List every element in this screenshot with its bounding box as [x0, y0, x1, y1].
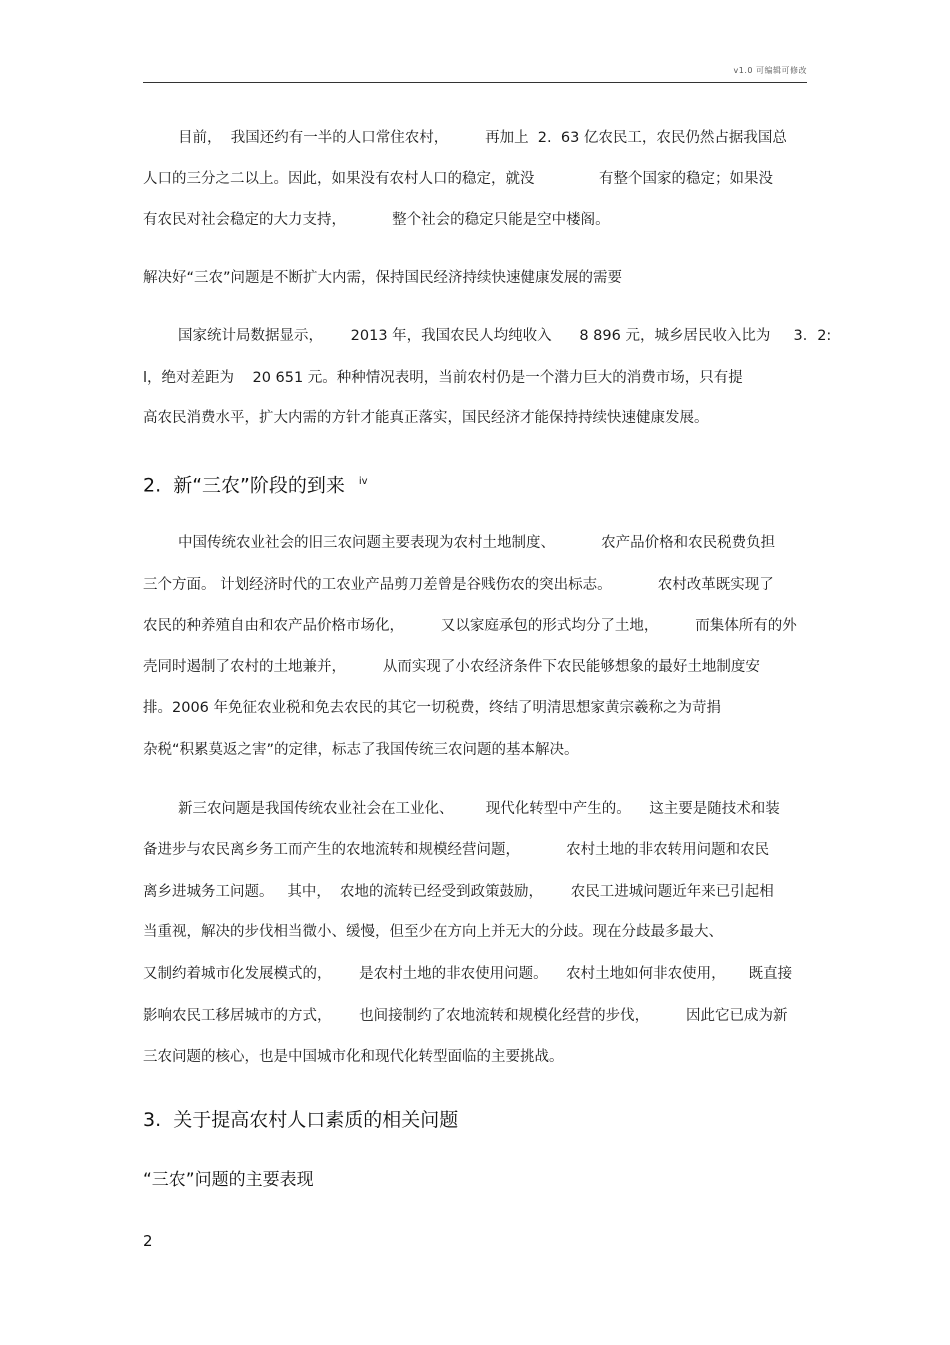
body-text-line: 新三农问题是我国传统农业社会在工业化、 现代化转型中产生的。 这主要是随技术和装 [178, 801, 780, 817]
body-text-line: 杂税“积累莫返之害”的定律，标志了我国传统三农问题的基本解决。 [143, 742, 579, 758]
body-text-line: 人口的三分之二以上。因此，如果没有农村人口的稳定，就没 有整个国家的稳定；如果没 [143, 171, 774, 187]
body-text-line: 当重视，解决的步伐相当微小、缓慢，但至少在方向上并无大的分歧。现在分歧最多最大、 [143, 924, 723, 940]
header-version-text: v1.0 可编辑可修改 [733, 66, 807, 75]
body-text-line: 影响农民工移居城市的方式， 也间接制约了农地流转和规模化经营的步伐， 因此它已成为新 [143, 1008, 788, 1024]
body-text-line: 农民的种养殖自由和农产品价格市场化， 又以家庭承包的形式均分了土地， 而集体所有的外 [143, 618, 797, 634]
header-rule [143, 82, 807, 83]
body-text-line: 离乡进城务工问题。 其中， 农地的流转已经受到政策鼓励， 农民工进城问题近年来已引起相 [143, 884, 774, 900]
statement-line: 解决好“三农”问题是不断扩大内需，保持国民经济持续快速健康发展的需要 [143, 270, 623, 286]
body-text-line: 三农问题的核心，也是中国城市化和现代化转型面临的主要挑战。 [143, 1049, 564, 1065]
body-text-line: 中国传统农业社会的旧三农问题主要表现为农村土地制度、 农产品价格和农民税费负担 [178, 535, 776, 551]
body-text-line: 高农民消费水平，扩大内需的方针才能真正落实，国民经济才能保持持续快速健康发展。 [143, 410, 709, 426]
body-text-line: 壳同时遏制了农村的土地兼并， 从而实现了小农经济条件下农民能够想象的最好土地制度安 [143, 659, 760, 675]
body-text-line: 三个方面。 计划经济时代的工农业产品剪刀差曾是谷贱伤农的突出标志。 农村改革既实现了 [143, 577, 774, 593]
body-text-line: 又制约着城市化发展模式的， 是农村土地的非农使用问题。 农村土地如何非农使用， 既直接 [143, 966, 793, 982]
body-text-line: 排。2006 年免征农业税和免去农民的其它一切税费，终结了明清思想家黄宗羲称之为苛捐 [143, 700, 722, 716]
body-text-line: 有农民对社会稳定的大力支持， 整个社会的稳定只能是空中楼阁。 [143, 212, 610, 228]
subsection-heading: “三农”问题的主要表现 [143, 1170, 314, 1190]
body-text-line: 国家统计局数据显示， 2013 年，我国农民人均纯收入 8 896 元，城乡居民收入比为 3．2: [178, 328, 832, 344]
body-text-line: 备进步与农民离乡务工而产生的农地流转和规模经营问题， 农村土地的非农转用问题和农民 [143, 842, 770, 858]
footnote-marker: iv [358, 476, 368, 487]
section-heading-text: 2. 新“三农”阶段的到来 [143, 474, 345, 497]
section-heading [143, 469, 368, 498]
page-number: 2 [143, 1232, 153, 1250]
body-text-line: l，绝对差距为 20 651 元。种种情况表明，当前农村仍是一个潜力巨大的消费市场，只有提 [143, 370, 743, 386]
body-text-line: 目前， 我国还约有一半的人口常住农村， 再加上 2. 63 亿农民工，农民仍然占据我国总 [178, 130, 787, 146]
section-heading: 3. 关于提高农村人口素质的相关问题 [143, 1109, 459, 1131]
